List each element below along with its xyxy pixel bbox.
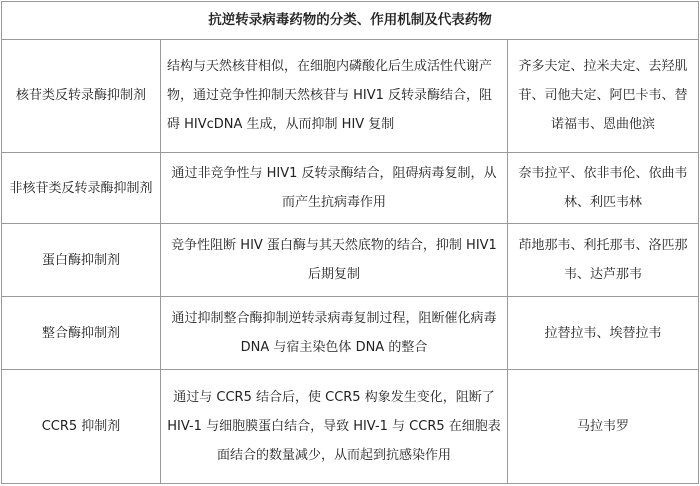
mechanism-cell: 通过抑制整合酶抑制逆转录病毒复制过程，阻断催化病毒 DNA 与宿主染色体 DNA 的整合 xyxy=(161,297,508,370)
category-cell: 整合酶抑制剂 xyxy=(2,297,161,370)
drugs-cell: 马拉韦罗 xyxy=(508,370,699,484)
drug-classification-table xyxy=(1,1,699,484)
mechanism-cell: 结构与天然核苷相似，在细胞内磷酸化后生成活性代谢产物，通过竞争性抑制天然核苷与 HIV1 反转录酶结合，阻碍 HIVcDNA 生成，从而抑制 HIV 复制 xyxy=(161,39,508,153)
table-row xyxy=(2,297,699,370)
table-row xyxy=(2,224,699,297)
mechanism-cell: 通过与 CCR5 结合后，使 CCR5 构象发生变化，阻断了 HIV-1 与细胞膜蛋白结合，导致 HIV-1 与 CCR5 在细胞表面结合的数量减少，从而起到抗感染作用 xyxy=(161,370,508,484)
category-cell: 蛋白酶抑制剂 xyxy=(2,224,161,297)
mechanism-cell: 通过非竞争性与 HIV1 反转录酶结合，阻碍病毒复制，从而产生抗病毒作用 xyxy=(161,153,508,224)
category-cell: 非核苷类反转录酶抑制剂 xyxy=(2,153,161,224)
drugs-cell: 茚地那韦、利托那韦、洛匹那韦、达芦那韦 xyxy=(508,224,699,297)
drugs-cell: 齐多夫定、拉米夫定、去羟肌苷、司他夫定、阿巴卡韦、替诺福韦、恩曲他滨 xyxy=(508,39,699,153)
table-row xyxy=(2,39,699,153)
drugs-cell: 拉替拉韦、埃替拉韦 xyxy=(508,297,699,370)
category-cell: 核苷类反转录酶抑制剂 xyxy=(2,39,161,153)
table-row xyxy=(2,370,699,484)
table-row xyxy=(2,153,699,224)
category-cell: CCR5 抑制剂 xyxy=(2,370,161,484)
mechanism-cell: 竞争性阻断 HIV 蛋白酶与其天然底物的结合，抑制 HIV1 后期复制 xyxy=(161,224,508,297)
drugs-cell: 奈韦拉平、依非韦伦、依曲韦林、利匹韦林 xyxy=(508,153,699,224)
table-title: 抗逆转录病毒药物的分类、作用机制及代表药物 xyxy=(2,2,699,40)
title-row xyxy=(2,2,699,40)
